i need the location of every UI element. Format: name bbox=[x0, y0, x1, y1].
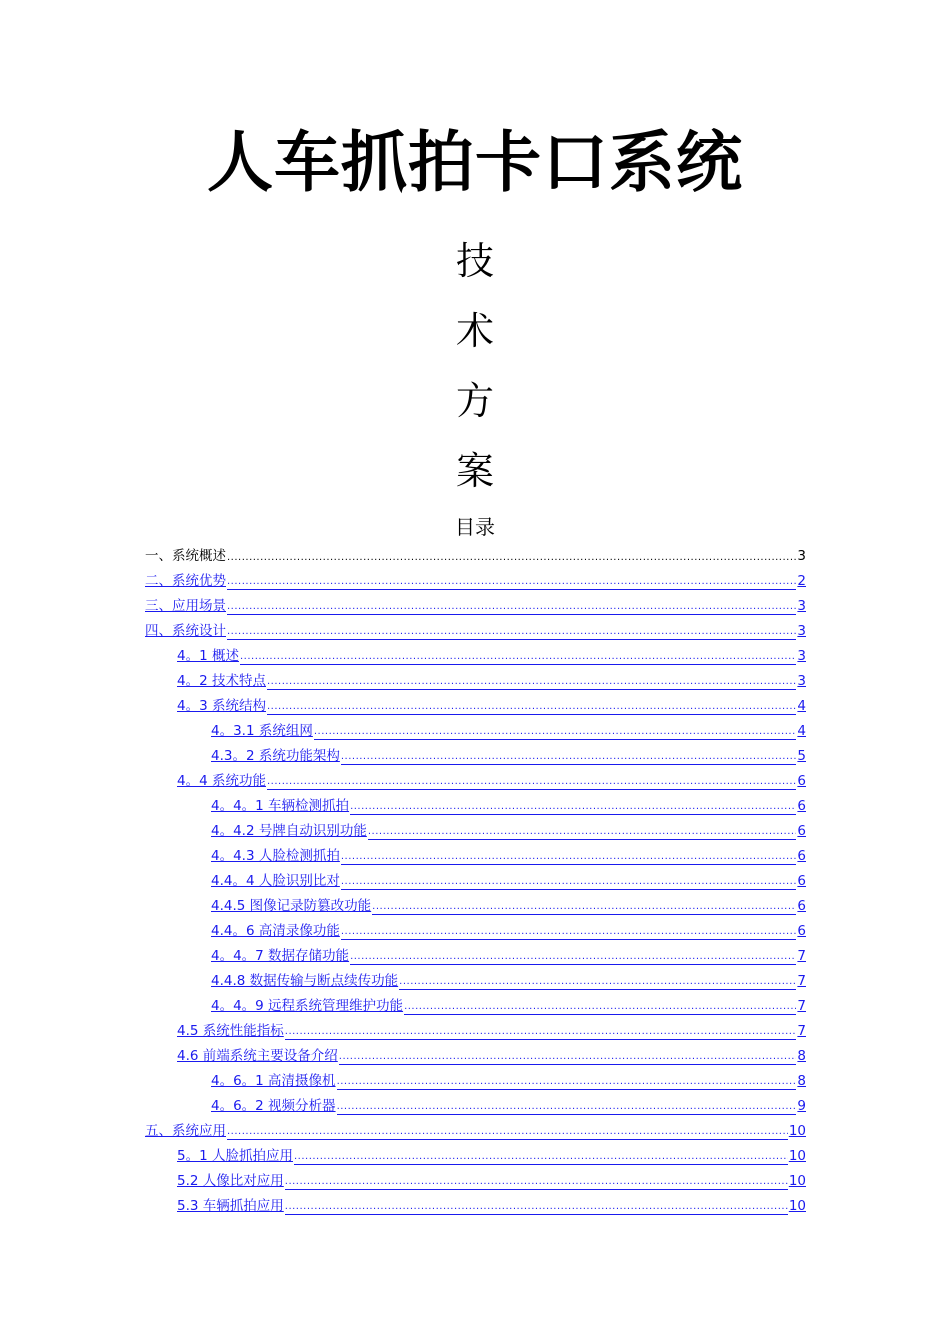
toc-entry-title: 4.4.8 数据传输与断点续传功能 bbox=[211, 973, 399, 989]
toc-entry-title: 4.4.5 图像记录防篡改功能 bbox=[211, 898, 372, 914]
toc-entry[interactable] bbox=[145, 690, 806, 715]
toc-entry-title: 4。1 概述 bbox=[177, 648, 239, 664]
toc-dot-leader bbox=[341, 846, 797, 865]
toc-entry[interactable] bbox=[145, 615, 806, 640]
toc-entry[interactable] bbox=[145, 665, 806, 690]
toc-entry[interactable] bbox=[145, 740, 806, 765]
toc-dot-leader bbox=[350, 946, 796, 965]
toc-entry-page-number: 7 bbox=[797, 1023, 806, 1039]
toc-entry[interactable] bbox=[145, 1065, 806, 1090]
subtitle-char-1: 技 bbox=[455, 239, 494, 283]
toc-entry-page-number: 6 bbox=[797, 798, 806, 814]
toc-entry[interactable] bbox=[145, 1040, 806, 1065]
toc-entry-page-number: 7 bbox=[797, 973, 806, 989]
toc-dot-leader bbox=[267, 671, 796, 690]
toc-dot-leader bbox=[314, 721, 797, 740]
toc-entry-title: 四、系统设计 bbox=[145, 623, 226, 639]
toc-dot-leader bbox=[285, 1171, 788, 1190]
toc-entry bbox=[145, 540, 806, 565]
toc-entry-page-number: 7 bbox=[797, 948, 806, 964]
toc-entry-title: 4。4。7 数据存储功能 bbox=[211, 948, 350, 964]
toc-entry-page-number: 6 bbox=[797, 773, 806, 789]
toc-dot-leader bbox=[227, 621, 796, 640]
toc-entry-page-number: 3 bbox=[797, 548, 806, 564]
toc-entry-page-number: 10 bbox=[788, 1198, 806, 1214]
toc-entry-title: 4.3。2 系统功能架构 bbox=[211, 748, 340, 764]
toc-dot-leader bbox=[337, 1071, 797, 1090]
toc-entry[interactable] bbox=[145, 840, 806, 865]
toc-entry[interactable] bbox=[145, 1115, 806, 1140]
toc-dot-leader bbox=[341, 871, 797, 890]
toc-entry-title: 4.5 系统性能指标 bbox=[177, 1023, 284, 1039]
toc-dot-leader bbox=[341, 921, 797, 940]
toc-dot-leader bbox=[350, 796, 796, 815]
toc-entry-title: 5。1 人脸抓拍应用 bbox=[177, 1148, 293, 1164]
toc-entry-title: 三、应用场景 bbox=[145, 598, 226, 614]
toc-entry-title: 4。3 系统结构 bbox=[177, 698, 266, 714]
toc-dot-leader bbox=[404, 996, 796, 1015]
toc-dot-leader bbox=[227, 571, 796, 590]
toc-entry-title: 4。3.1 系统组网 bbox=[211, 723, 313, 739]
toc-entry-page-number: 5 bbox=[797, 748, 806, 764]
toc-entry-page-number: 3 bbox=[797, 648, 806, 664]
toc-entry[interactable] bbox=[145, 965, 806, 990]
toc-dot-leader bbox=[240, 646, 796, 665]
toc-entry[interactable] bbox=[145, 715, 806, 740]
toc-dot-leader bbox=[399, 971, 796, 990]
toc-entry-title: 二、系统优势 bbox=[145, 573, 226, 589]
toc-entry-page-number: 10 bbox=[788, 1123, 806, 1139]
toc-dot-leader bbox=[372, 896, 796, 915]
toc-entry-page-number: 6 bbox=[797, 823, 806, 839]
toc-entry[interactable] bbox=[145, 890, 806, 915]
toc-entry-page-number: 10 bbox=[788, 1173, 806, 1189]
toc-dot-leader bbox=[368, 821, 797, 840]
document-title: 人车抓拍卡口系统 bbox=[207, 124, 743, 201]
toc-entry[interactable] bbox=[145, 940, 806, 965]
toc-dot-leader bbox=[339, 1046, 797, 1065]
subtitle-char-4: 案 bbox=[455, 449, 494, 493]
toc-entry[interactable] bbox=[145, 640, 806, 665]
toc-entry[interactable] bbox=[145, 1190, 806, 1215]
table-of-contents bbox=[145, 540, 806, 1215]
toc-entry-page-number: 6 bbox=[797, 848, 806, 864]
toc-entry-page-number: 3 bbox=[797, 598, 806, 614]
toc-entry-title: 五、系统应用 bbox=[145, 1123, 226, 1139]
toc-heading: 目录 bbox=[455, 515, 495, 539]
toc-entry-title: 5.3 车辆抓拍应用 bbox=[177, 1198, 284, 1214]
toc-entry-page-number: 8 bbox=[797, 1048, 806, 1064]
toc-entry[interactable] bbox=[145, 915, 806, 940]
toc-entry[interactable] bbox=[145, 815, 806, 840]
toc-entry-title: 4。2 技术特点 bbox=[177, 673, 266, 689]
toc-entry-title: 4。4。1 车辆检测抓拍 bbox=[211, 798, 350, 814]
toc-entry-page-number: 10 bbox=[788, 1148, 806, 1164]
toc-entry-title: 5.2 人像比对应用 bbox=[177, 1173, 284, 1189]
toc-dot-leader bbox=[227, 596, 796, 615]
toc-entry-title: 4。4 系统功能 bbox=[177, 773, 266, 789]
toc-dot-leader bbox=[267, 771, 796, 790]
toc-entry-page-number: 9 bbox=[797, 1098, 806, 1114]
toc-entry[interactable] bbox=[145, 865, 806, 890]
toc-entry-title: 4。4。9 远程系统管理维护功能 bbox=[211, 998, 404, 1014]
toc-entry-page-number: 7 bbox=[797, 998, 806, 1014]
toc-entry[interactable] bbox=[145, 1165, 806, 1190]
toc-entry-page-number: 3 bbox=[797, 623, 806, 639]
toc-entry[interactable] bbox=[145, 990, 806, 1015]
toc-entry-title: 4.6 前端系统主要设备介绍 bbox=[177, 1048, 338, 1064]
toc-entry-page-number: 6 bbox=[797, 873, 806, 889]
toc-dot-leader bbox=[294, 1146, 788, 1165]
toc-entry[interactable] bbox=[145, 1015, 806, 1040]
toc-entry-title: 4.4。6 高清录像功能 bbox=[211, 923, 340, 939]
toc-entry[interactable] bbox=[145, 790, 806, 815]
toc-entry-title: 4。6。1 高清摄像机 bbox=[211, 1073, 336, 1089]
toc-entry-page-number: 2 bbox=[797, 573, 806, 589]
toc-entry-page-number: 3 bbox=[797, 673, 806, 689]
toc-dot-leader bbox=[267, 696, 796, 715]
toc-entry-page-number: 6 bbox=[797, 923, 806, 939]
toc-dot-leader bbox=[341, 746, 797, 765]
toc-entry-title: 一、系统概述 bbox=[145, 548, 226, 564]
toc-dot-leader bbox=[227, 1121, 788, 1140]
toc-dot-leader bbox=[227, 547, 796, 565]
toc-entry-page-number: 4 bbox=[797, 698, 806, 714]
toc-entry-title: 4。4.2 号牌自动识别功能 bbox=[211, 823, 367, 839]
toc-entry-page-number: 6 bbox=[797, 898, 806, 914]
toc-entry-title: 4.4。4 人脸识别比对 bbox=[211, 873, 340, 889]
subtitle-char-3: 方 bbox=[455, 379, 494, 423]
toc-entry[interactable] bbox=[145, 1090, 806, 1115]
toc-entry-title: 4。6。2 视频分析器 bbox=[211, 1098, 336, 1114]
toc-entry[interactable] bbox=[145, 1140, 806, 1165]
toc-entry-title: 4。4.3 人脸检测抓拍 bbox=[211, 848, 340, 864]
toc-dot-leader bbox=[285, 1196, 788, 1215]
toc-entry[interactable] bbox=[145, 565, 806, 590]
toc-dot-leader bbox=[337, 1096, 797, 1115]
subtitle-char-2: 术 bbox=[455, 309, 494, 353]
toc-entry[interactable] bbox=[145, 590, 806, 615]
toc-dot-leader bbox=[285, 1021, 797, 1040]
toc-entry[interactable] bbox=[145, 765, 806, 790]
toc-entry-page-number: 4 bbox=[797, 723, 806, 739]
toc-entry-page-number: 8 bbox=[797, 1073, 806, 1089]
